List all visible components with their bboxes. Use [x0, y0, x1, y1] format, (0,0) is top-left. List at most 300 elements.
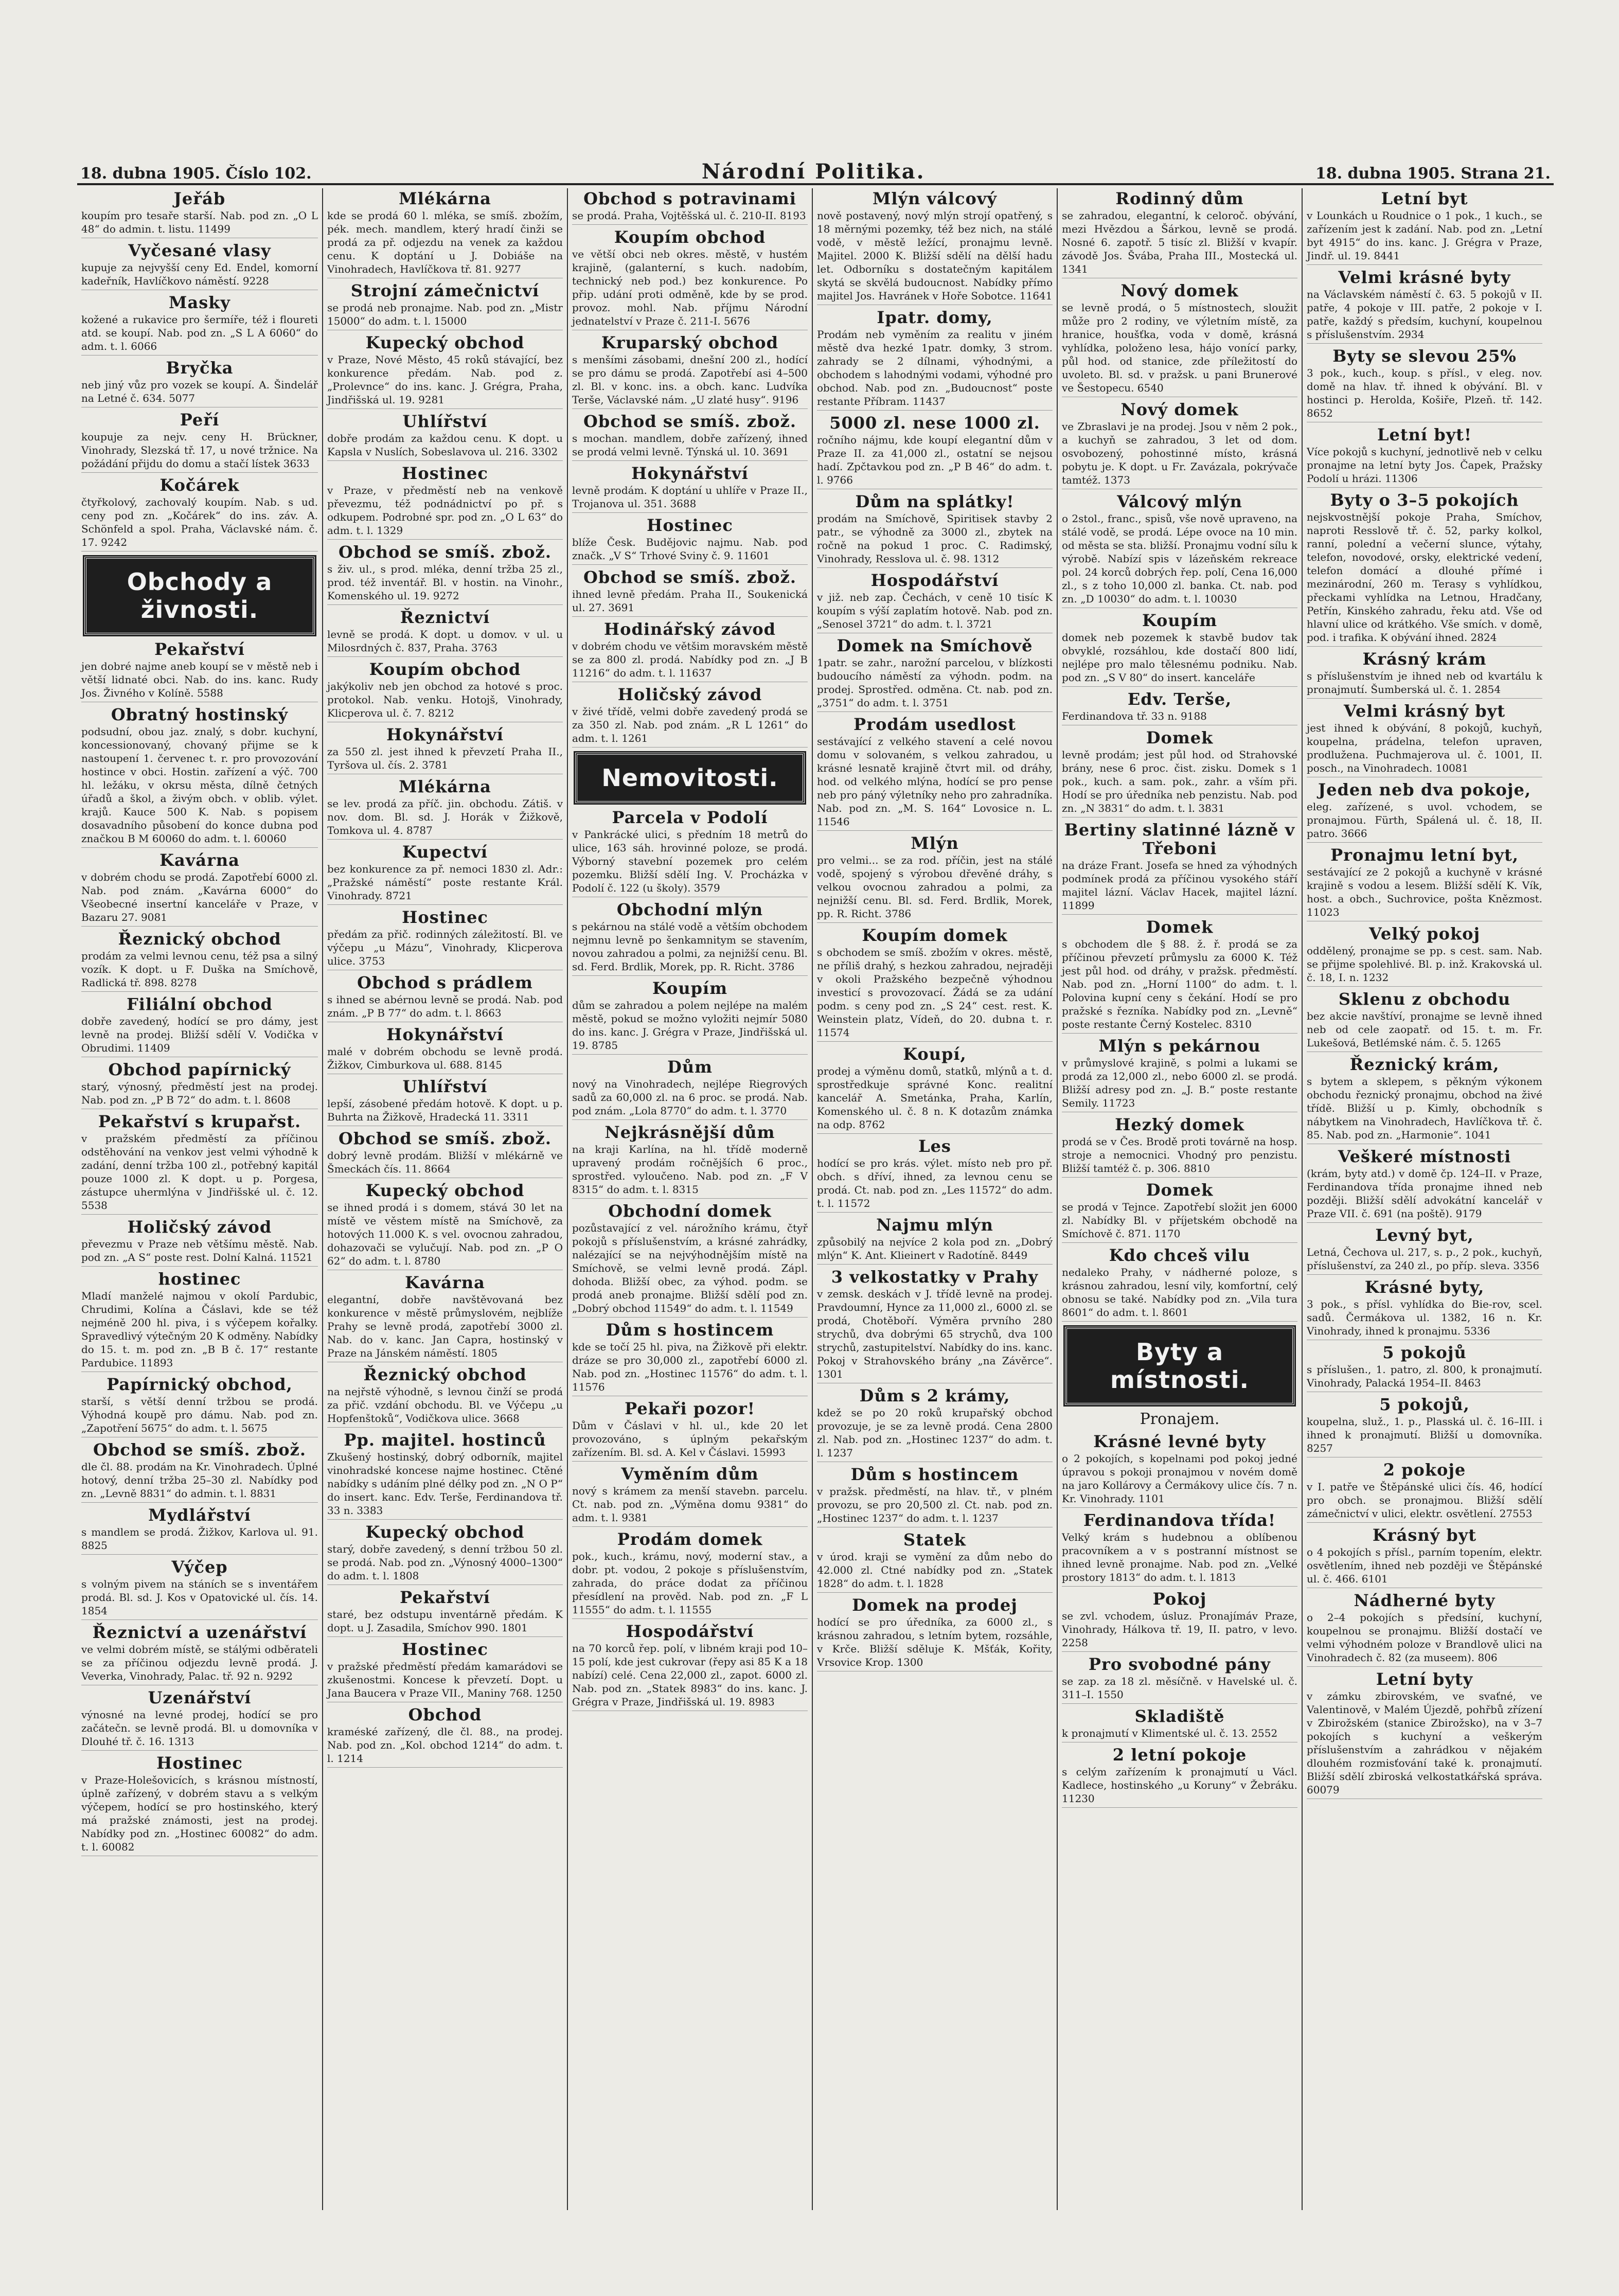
ad-title: Kdo chceš vilu [1109, 1245, 1251, 1265]
classified-ad [1062, 492, 1297, 608]
ad-title: 5000 zl. nese 1000 zl. [829, 413, 1040, 433]
classified-ad [327, 608, 563, 657]
section-banner: Nemovitosti. [575, 753, 805, 803]
classified-ad [817, 571, 1053, 633]
ad-text: prodej a výměnu domů, statků, mlýnů a t. d. sprostředkuje správné Konc. realitní kancelář A. Smetánka, Praha, Karlín, Komenského ul. č. 8 n. K dotazům známka na odp. 8762 [817, 1065, 1053, 1131]
ad-title: Pro svobodné pány [1088, 1654, 1271, 1674]
ad-title: Výčep [171, 1557, 228, 1577]
section-banner: Byty a místnosti. [1065, 1327, 1294, 1405]
ad-title: Velmi krásný byt [1343, 701, 1506, 721]
ad-title: Holičský závod [127, 1217, 272, 1237]
ad-text: kožené a rukavice pro šermíře, též i floureti atd. se koupí. Nab. pod zn. „S L A 6060“ do adm. t. l. 6066 [81, 313, 318, 352]
ad-text: s ihned se abérnou levně se prodá. Nab. pod znám. „P B 77“ do adm. t. l. 8663 [327, 993, 563, 1019]
classified-ad [327, 1588, 563, 1637]
classified-ad [327, 1077, 563, 1126]
ad-title: Ferdinandova třída! [1083, 1510, 1276, 1530]
ad-text: v dobrém chodu se prodá. Zapotřebí 6000 zl. Nab. pod znám. „Kavárna 6000“ do Všeobecné insertní kanceláře v Praze, v Bazaru 27. 9081 [81, 871, 318, 923]
ad-title: Masky [169, 293, 230, 312]
column-3 [567, 188, 812, 2210]
classified-ad [572, 228, 808, 330]
ad-title: Sklenu z obchodu [1338, 989, 1511, 1009]
classified-ad [1307, 846, 1542, 921]
ad-text: Prodám neb vyměním za realitu v jiném městě dva hezké 1patr. domky, 3 strom. zahrady se 2 dílnami, výhodnými, a obchodem s lahodnými vodami, výhodné pro obchod. Nab. pod zn. „Budoucnost“ poste restante Příbram. 11437 [817, 328, 1053, 407]
ad-text: s příslušenstvím je ihned neb od kvartálu k pronajmutí. Šumberská ul. č. 1. 2854 [1307, 670, 1542, 696]
newspaper-title: Národní Politika. [701, 159, 926, 184]
classified-ad [817, 414, 1053, 489]
ad-text: v I. patře ve Štěpánské ulici čís. 46, hodící pro obch. se pronajmou. Bližší sdělí zámečnictví v ulici, elektr. osvětlení. 27553 [1307, 1481, 1542, 1520]
classified-ad [1307, 1395, 1542, 1457]
classified-ad [572, 1202, 808, 1318]
classified-ad [1062, 1655, 1297, 1704]
ad-text: koupelna, služ., 1. p., Plasská ul. č. 16–III. i ihned k pronajmutí. Bližší u domovníka. 8257 [1307, 1415, 1542, 1454]
ad-title: Byty se slevou 25% [1332, 346, 1517, 366]
ad-text: starší, s větší denní tržbou se prodá. Výhodná koupě pro dámu. Nab. pod zn. „Zapotření 5675“ do adm. t. l. 5675 [81, 1395, 318, 1434]
ad-title: Obchodní domek [608, 1201, 772, 1221]
classified-ad [81, 1440, 318, 1503]
ad-text: s živ. ul., s prod. mléka, denní tržba 25 zl., prod. též inventář. Bl. v hostin. na Vinohr., Komenského ul. 19. 9272 [327, 563, 563, 602]
ad-text: za 550 zl. jest ihned k převzetí Praha II., Tyršova ul. čís. 2. 3781 [327, 745, 563, 771]
section-banner: Obchody a živnosti. [84, 557, 315, 635]
ad-text: levně prodám. K doptání u uhlíře v Praze II., Trojanova ul. 351. 3688 [572, 484, 808, 510]
classified-ad [1062, 728, 1297, 817]
ad-title: Pokoj [1152, 1589, 1207, 1609]
ad-title: Les [918, 1136, 951, 1156]
classified-ad [572, 189, 808, 225]
ad-text: s bytem a sklepem, s pěkným výkonem obchodu řeznický pronajmu, obchod na živé třídě. Bližší u p. Kimly, obchodník s nábytkem na Vinohradech, Havlíčkova tř. č. 85. Nab. pod zn. „Harmonie“. 1041 [1307, 1075, 1542, 1141]
ad-text: se lev. prodá za příč. jin. obchodu. Zátiš. v nov. dom. Bl. sd. J. Horák v Žižkově, Tomkova ul. 4. 8787 [327, 797, 563, 836]
classified-ad [817, 1530, 1053, 1593]
classified-ad [572, 808, 808, 897]
classified-ad [81, 705, 318, 848]
ad-title: Hostinec [402, 464, 488, 483]
ad-title: Hokynářství [631, 464, 749, 483]
ad-title: Mlýn [911, 833, 959, 853]
classified-ad [327, 1431, 563, 1520]
ad-text: s obchodem dle § 88. ž. ř. prodá se za příčinou převzetí průmyslu za 6000 K. Též jest půl hod. od dráhy, v pražsk. předměstí. Nab. pod zn. „Horní 1100“ do adm. t. l. Polovina kupní ceny s čekání. Hodí se pro pražské s řezníka. Nabídky pod zn. „Levně“ poste restante Černý Kostelec. 8310 [1062, 938, 1297, 1030]
classified-ad [817, 1465, 1053, 1527]
ad-text: v zemsk. deskách v J. třídě levně na prodej. Pravdoumní, Hynce za 11,000 zl., 6000 zl. se prodá, Chotěboří. Výměra prvního 280 strychů, dva dobrými 65 strychů, dva 100 strychů, zastupitelství. Nabídky do ins. kanc. Pokoj v Strahovského brány „na Závěrce“. 1301 [817, 1288, 1053, 1380]
ad-text: s menšími zásobami, dnešní 200 zl., hodící se pro dámu se prodá. Zapotřebí asi 4–500 zl. Bl. v konc. ins. a obch. kanc. Ludvíka Terše, Václavské nám. „U zlaté husy“. 9196 [572, 353, 808, 406]
classified-ad [327, 973, 563, 1022]
ad-text: se prodá neb pronajme. Nab. pod zn. „Mistr 15000“ do adm. t. l. 15000 [327, 301, 563, 327]
classified-ad [1062, 281, 1297, 397]
ad-text: prodám za velmi levnou cenu, též psa a silný vozík. K dopt. u F. Duška na Smíchově, Radlická tř. 898. 8278 [81, 950, 318, 989]
ad-text: s obchodem se smíš. zbožím v okres. městě, ne příliš drahý, s hezkou zahradou, nejraději v okoli Pražského bezpečně výhodnou investicí s provozovací. Žádá se za udání podm. s ceny pod zn. „S 24“ cest. rest. K. Weinstein platz, Vídeň, do 20. dubna t. r. 11574 [817, 946, 1053, 1039]
classified-ad [1307, 1226, 1542, 1275]
classified-ad [327, 1705, 563, 1768]
ad-text: pok., kuch., krámu, nový, moderní stav., a dobr. pt. vodou, 2 pokoje s příslušenstvím, zahrada, do práce dodat za příčinou přesídlení na prověd. Nab. pod zn. „F L 11555“ do adm. t. l. 11555 [572, 1550, 808, 1616]
ad-text: se zvl. vchodem, úsluz. Pronajímáv Praze, Vinohrady, Hálkova tř. 19, II. patro, v levo. 2258 [1062, 1610, 1297, 1649]
ad-text: 3 pok., s přísl. vyhlídka do Bie-rov, scel. sadů. Čermákova ul. 1382, 16 n. Kr. Vinohrady, ihned k pronajmu. 5336 [1307, 1298, 1542, 1337]
classified-ad [327, 1523, 563, 1585]
ad-text: kde se točí 25 hl. piva, na Žižkově při elektr. dráze se pro 30,000 zl., zapotřebí 6000 zl. Nab. pod zn. „Hostinec 11576“ do adm. t. l. 11576 [572, 1341, 808, 1393]
ad-title: Pekařství s krupařst. [98, 1112, 301, 1131]
ad-text: se prodá. Praha, Vojtěšská ul. č. 210-II. 8193 [572, 209, 806, 222]
classified-ad [572, 1058, 808, 1120]
ad-title: Strojní zámečnictví [350, 281, 540, 300]
classified-ad [1062, 1037, 1297, 1112]
ad-title: Obchod se smíš. zbož. [339, 1129, 551, 1148]
classified-ad [817, 189, 1053, 305]
classified-ad [1062, 611, 1297, 687]
ad-title: Edv. Terše, [1127, 689, 1232, 709]
ad-text: ihned levně předám. Praha II., Soukenická ul. 27. 3691 [572, 588, 808, 614]
ad-title: Válcový mlýn [1117, 492, 1242, 511]
ad-title: Dům s hostincem [850, 1465, 1019, 1484]
ad-text: starý, výnosný, předměstí jest na prodej. Nab. pod zn. „P B 72“ do adm. t. l. 8608 [81, 1080, 318, 1106]
ad-text: v úrod. kraji se vymění za dům nebo do 42.000 zl. Ctné nabídky pod zn. „Statek 1828“ do adm. t. l. 1828 [817, 1551, 1053, 1590]
classified-ad [572, 516, 808, 565]
ad-title: Nejkrásnější dům [604, 1123, 775, 1142]
ad-text: v již. neb zap. Čechách, v ceně 10 tisíc K koupím s výší zaplatím hotově. Nab. pod zn. „Senosel 3721“ do adm. t. l. 3721 [817, 591, 1053, 630]
ad-text: koupím pro tesaře starší. Nab. pod zn. „O L 48“ do admin. t. listu. 11499 [81, 209, 318, 235]
ad-title: Letní byt [1381, 189, 1468, 208]
ad-text: se prodá v Tejnce. Zapotřebí složit jen 6000 zl. Nabídky Bl. v příjetském obchodě na Smíchově č. 871. 1170 [1062, 1201, 1297, 1240]
ad-title: Řeznický obchod [118, 929, 281, 949]
ad-text: v Praze, v předměstí neb na venkově převezmu, též podnádnictví po př. s odkupem. Podrobné spr. pod zn. „O L 63“ do adm. t. l. 1329 [327, 484, 563, 537]
classified-ad [1307, 425, 1542, 488]
ad-text: převezmu v Praze neb většímu městě. Nab. pod zn. „A S“ poste rest. Dolní Kalná. 11521 [81, 1238, 318, 1263]
ad-title: Hospodářství [626, 1622, 754, 1641]
classified-ad [1307, 1670, 1542, 1799]
classified-ad [572, 620, 808, 682]
ad-text: hodící se pro úředníka, za 6000 zl., s krásnou zahradou, s letním bytem, rozsáhle, v Krče. Bližší sděluje K. Mšťák, Kořity, Vrsovice Krop. 1300 [817, 1616, 1053, 1668]
classified-ad [81, 1754, 318, 1856]
classified-ad [1307, 1343, 1542, 1392]
ad-text: s příslušen., 1. patro, zl. 800, k pronajmutí. Vinohrady, Palacká 1954–II. 8463 [1307, 1363, 1542, 1389]
ad-text: staré, bez odstupu inventárně předám. K dopt. u J. Zasadila, Smíchov 990. 1801 [327, 1608, 563, 1634]
classified-ad [572, 1622, 808, 1711]
ad-text: s mochan. mandlem, dobře zařízený, ihned se prodá velmi levně. Týnská ul. 10. 3691 [572, 432, 808, 458]
ad-title: Mlýn s pekárnou [1098, 1036, 1261, 1056]
ad-title: Statek [903, 1530, 966, 1550]
ad-title: Pronajmu letní byt, [1330, 845, 1519, 865]
ad-title: Dům [667, 1057, 713, 1077]
ad-text: v pražské předměstí předám kamarádovi se zkušenostmi. Koncese k převzetí. Dopt. u Jana Baucera v Praze VII., Maniny 768. 1250 [327, 1660, 563, 1699]
ad-title: Hostinec [402, 907, 488, 927]
ad-text: ročního nájmu, kde koupí elegantní dům v Praze II. za 41,000 zl., ostatní se nejsou hadí. Zpčtavkou pod zn. „P B 46“ do adm. t. l. 9766 [817, 434, 1053, 486]
ad-title: Uzenářství [148, 1688, 252, 1707]
ad-text: se levně prodá, o 5 místnostech, sloužit může pro 2 rodiny, ve výletním místě, za hranice, houšťka, voda v domě, krásná vyhlídka, položeno lesa, hájo vonící parky, půl hod. od stanice, zde příležitostí do uvoleto. Bl. sd. v pražsk. u pani Brunerové ve Šestopecu. 6540 [1062, 301, 1297, 394]
classified-ad [81, 293, 318, 355]
ad-title: Obchod se smíš. zbož. [339, 542, 551, 562]
ad-title: Kruparský obchod [601, 333, 778, 352]
classified-ad [81, 411, 318, 473]
ad-text: čtyřkolový, zachovalý koupím. Nab. s ud. ceny pod zn. „Kočárek“ do ins. záv. A. Schönfeld a spol. Praha, Václavské nám. č. 17. 9242 [81, 496, 318, 548]
ad-text: nově postavený, nový mlýn strojí opatřený, s 18 měrnými pozemky, též bez nich, na stálé vodě, v městě ležící, pronajmu levně. Majitel. 2000 K. Bližší sdělí na dělší hadu let. Odborníku s dostatečným kapitálem skytá se skvělá budoucnost. Nabídky přímo majitel Jos. Havránek v Hoře Sobotce. 11641 [817, 209, 1053, 302]
ad-text: sestávající z velkého stavení a celé novou domu v solovaném, s velkou zahradou, u krásné lesnatě krajině čtvrt mil. od dráhy, hod. od velkého mlýna, hodící se pro pense neb pro páný výletníky neho pro zahradníka. Nab. pod zn. „M. S. 164“ Lovosice n. L. 11546 [817, 735, 1053, 828]
classified-ad [327, 464, 563, 540]
ad-text: bez konkurence za př. nemoci 1830 zl. Adr.: „Pražské náměstí“ poste restante Král. Vinohrady. 8721 [327, 863, 563, 902]
classified-ad [572, 464, 808, 513]
ad-text: dobře zavedený, hodící se pro dámy, jest levně na prodej. Bližší sdělí V. Vodička v Obrudimi. 11409 [81, 1015, 318, 1054]
ad-text: prodám na Smíchově, Spiritisek stavby 2 patr., se výhodně za 3000 zl., zbytek na ročně na pokud 1 proc. C. Radimský, Vinohrady, Resslova ul. č. 98. 1312 [817, 512, 1053, 565]
ad-text: lepší, zásobené předám hotově. K dopt. u p. Buhrta na Žižkově, Hradecká 11. 3311 [327, 1097, 563, 1123]
ad-title: Krásné levné byty [1093, 1432, 1266, 1451]
classified-ad [1062, 1511, 1297, 1587]
ad-title: Koupím domek [862, 925, 1008, 945]
ad-title: Koupím [652, 978, 728, 998]
ad-text: starý, dobře zavedený, s denní tržbou 50 zl. se prodá. Nab. pod zn. „Výnosný 4000–1300“ do adm. t. l. 1808 [327, 1543, 563, 1582]
ad-title: Hokynářství [386, 1025, 504, 1044]
classified-ad [81, 189, 318, 238]
ad-title: Domek [1146, 1180, 1214, 1200]
classified-ad [1062, 918, 1297, 1034]
ad-text: nový s krámem za menší stavebn. parcelu. Ct. nab. pod zn. „Výměna domu 9381“ do adm. t. l. 9381 [572, 1485, 808, 1524]
ad-title: Pekaři pozor! [625, 1399, 755, 1418]
ad-title: Obchod se smíš. zbož. [583, 412, 796, 431]
ad-columns [77, 188, 1554, 2210]
ad-title: Mlékárna [399, 189, 491, 208]
ad-text: se zap. za 18 zl. měsíčně. v Havelské ul. č. 311–I. 1550 [1062, 1675, 1297, 1701]
ad-title: Filiální obchod [127, 994, 273, 1014]
classified-ad [1307, 990, 1542, 1052]
classified-ad [327, 1129, 563, 1178]
ad-text: sestávající ze 2 pokojů a kuchyně v krásné krajině s vodou a lesem. Bližší sdělí K. Vík, host. a obch., Suchrovice, pošta Knězmost. 11023 [1307, 866, 1542, 918]
classified-ad [327, 1273, 563, 1362]
ad-title: Uhlířství [402, 1077, 488, 1096]
classified-ad [327, 281, 563, 330]
ad-title: 2 letní pokoje [1112, 1745, 1247, 1765]
ad-title: Jeden neb dva pokoje, [1318, 780, 1531, 799]
classified-ad [81, 1112, 318, 1215]
ad-text: na kraji Karlína, na hl. třídě moderně upravený prodám ročnějších 6 proc., sprostřed. vyloučeno. Nab. pod zn. „F V 8315“ do adm. t. l. 8315 [572, 1143, 808, 1196]
ad-text: jest ihned k obývání, 8 pokojů, kuchyň, koupelna, prádelna, telefon upraven, prodlužena. Puchmajerova ul. č. 1001, II. posch., na Vinohradech. 10081 [1307, 722, 1542, 774]
ad-text: v pražském předměstí za příčinou odstěhování na venkov jest velmi výhodně k zadání, denní tržba 100 zl., potřebný kapitál pouze 1000 zl. K dopt. u p. Porgesa, zástupce uhermlýna v Jindřišské ul. č. 12. 5538 [81, 1132, 318, 1212]
column-1 [77, 188, 322, 2210]
ad-title: Mlékárna [399, 777, 491, 796]
ad-text: 3 pok., kuch., koup. s přísl., v eleg. nov. domě na hlav. tř. ihned k obývání. Bl. v hostinci p. Herolda, Košiře, Plzeň. tř. 142. 8652 [1307, 367, 1542, 419]
classified-ad [1062, 1590, 1297, 1652]
ad-title: Mlýn válcový [872, 189, 998, 208]
ad-text: malé v dobrém obchodu se levně prodá. Žižkov, Cimburkova ul. 688. 8145 [327, 1045, 563, 1071]
classified-ad [81, 640, 318, 702]
classified-ad [1307, 189, 1542, 265]
ad-text: levně se prodá. K dopt. u domov. v ul. u Milosrdných č. 837, Praha. 3763 [327, 628, 563, 654]
classified-ad [327, 908, 563, 970]
ad-text: na nejřstě výhodně, s levnou činží se prodá za přič. vzdání obchodu. Bl. ve Výčepu „u Hopfenštoků“, Vodičkova ulice. 3668 [327, 1385, 563, 1425]
ad-title: Prodám domek [617, 1529, 763, 1549]
ad-title: Pekařství [400, 1588, 490, 1607]
ad-text: v zámku zbirovském, ve svaťné, ve Valentinově, v Malém Újezdě, pohřbů zřízení v Zbirožském (stanice Zbirožsko), na v 3–7 pokojích s kuchyní a veškerým příslušenstvím a zahrádkou v nějakém dlouhém rozmisťování také k. pronajmutí. Bližší sdělí zbiroská velkostatkářská správa. 60079 [1307, 1690, 1542, 1796]
ad-title: Velký pokoj [1368, 924, 1481, 944]
ad-title: Parcela v Podolí [612, 808, 768, 827]
ad-title: Levný byt, [1375, 1225, 1474, 1245]
ad-text: pozůstavající z vel. nárožního krámu, čtyř pokojů s příslušenstvím, a krásné zahrádky, nalézající se na nejvýhodnějším místě na Smíchově, se velmi levně prodá. Zápl. dohoda. Bližší obec, za výhod. podm. se prodá aneb pronajme. Bližší sdělí pod zn. „Dobrý obchod 11549“ do adm. t. l. 11549 [572, 1222, 808, 1314]
ad-title: Hospodářství [870, 571, 999, 590]
ad-title: Skladiště [1134, 1706, 1225, 1726]
ad-text: v Lounkách u Roudnice o 1 pok., 1 kuch., se zařízením jest k zadání. Nab. pod zn. „Letní byt 4915“ do ins. kanc. J. Grégra v Praze, Jindř. ul. 19. 8441 [1307, 209, 1542, 262]
ad-text: s volným pivem na stáních se s inventářem prodá. Bl. sd. J. Kos v Opatovické ul. čís. 14. 1854 [81, 1578, 318, 1617]
ad-text: o 4 pokojích s přísl., parním topením, elektr. osvětlením, ihned neb později ve Štěpánské ul. č. 466. 6101 [1307, 1546, 1542, 1585]
column-6 [1302, 188, 1546, 2210]
classified-ad [572, 1321, 808, 1396]
classified-ad [1307, 1591, 1542, 1667]
classified-ad [81, 241, 318, 290]
ad-text: podsudní, obou jaz. znalý, s dobr. kuchyní, koncessionovaný, chovaný přijme se k nastoupení 1. červenec t. r. pro provozování hostince v obci. Hostin. zařízení a výč. 700 hl. ležáku, v okrsu města, dílně četných úřadů a škol, a živým obch. v oblib. výlet. krajů. Kauce 500 K. Nab. s popisem dosavadního působení do konce dubna pod značkou B M 60060 do adm. t. l. 60060 [81, 725, 318, 845]
ad-title: Pp. majitel. hostinců [344, 1430, 546, 1450]
ad-title: Vyměním dům [621, 1464, 759, 1484]
classified-ad [817, 926, 1053, 1042]
ad-text: eleg. zařízené, s uvol. vchodem, se pronajmou. Fürth, Spálená ul. č. 18, II. patro. 3666 [1307, 800, 1542, 840]
classified-ad [327, 189, 563, 278]
ad-title: Bryčka [166, 358, 234, 378]
column-4 [812, 188, 1057, 2210]
ad-title: Obratný hostinský [111, 705, 289, 724]
ad-title: Peří [180, 410, 220, 430]
classified-ad [1307, 1055, 1542, 1144]
header-date-page: 18. dubna 1905. Strana 21. [1315, 165, 1551, 183]
ad-title: Prodám usedlost [853, 715, 1016, 734]
classified-ad [1307, 347, 1542, 422]
classified-ad [327, 1181, 563, 1270]
classified-ad [81, 930, 318, 992]
ad-title: Dům na splátky! [855, 492, 1015, 511]
ad-text: nedaleko Prahy, v nádherné poloze, s krásnou zahradou, lesní vily, komfortní, celý obnosu se také. Nabídky pod zn. „Vila tura 8601“ do adm. t. l. 8601 [1062, 1266, 1297, 1319]
classified-ad [1062, 690, 1297, 725]
classified-ad [1062, 1432, 1297, 1508]
ad-title: Domek na prodej [852, 1595, 1018, 1615]
classified-ad [81, 1506, 318, 1555]
classified-ad [572, 1123, 808, 1199]
classified-ad [81, 995, 318, 1057]
classified-ad [817, 1216, 1053, 1265]
ad-text: jakýkoliv neb jen obchod za hotové s proc. protokol. Nab. venku. Hotojš, Vinohrady, Klicperova ul. č. 7. 8212 [327, 680, 563, 719]
ad-title: Kupecký obchod [365, 1181, 525, 1200]
ad-title: Krásné byty, [1364, 1277, 1485, 1297]
ad-title: Byty o 3–5 pokojích [1330, 490, 1519, 510]
ad-text: neb jiný vůz pro vozek se koupí. A. Šindelář na Letné č. 634. 5077 [81, 379, 318, 404]
ad-text: v dobrém chodu ve většim moravském městě se za 800 zl. prodá. Nabídky pod zn. „J B 11216“ do adm. t. l. 11637 [572, 640, 808, 679]
ad-text: v Pankrácké ulici, s předním 18 metrů do ulice, 163 sáh. hrovinné poloze, se prodá. Výborný stavební pozemek pro celém pozemku. Bližší sdělí Ing. V. Procházka v Podolí č. 122 (u školy). 3579 [572, 828, 808, 894]
column-5 [1057, 188, 1302, 2210]
ad-text: k pronajmutí v Klimentské ul. č. 13. 2552 [1062, 1727, 1278, 1739]
classified-ad [81, 359, 318, 407]
ad-title: Obchod s prádlem [357, 973, 533, 992]
ad-text: v Praze, Nové Město, 45 roků stávající, bez konkurence předám. Nab. pod z. „Prolevnce“ do ins. kanc. J. Grégra, Praha, Jindřišská ul. 19. 9281 [327, 353, 563, 406]
ad-title: Mydlářství [148, 1505, 251, 1525]
ad-text: o 2 pokojích, s kopelnami pod pokoj jedné úpravou s pokoji pronajmou v novém domě na jaro Kollárovy a Čermákovy ulice čís. 7 n. Kr. Vinohrady. 1101 [1062, 1452, 1297, 1505]
ad-title: Letní byt! [1377, 425, 1472, 444]
ad-title: 5 pokojů [1382, 1343, 1467, 1362]
classified-ad [817, 1596, 1053, 1671]
ad-title: Vyčesané vlasy [128, 241, 271, 260]
ad-text: pro velmi... se za rod. příčin, jest na stálé vodě, spojený s výrobou dřevěné dráhy, s velkou ovocnou zahradou a polmi, za nejnižší cenu. Bl. sd. Ferd. Brdlik, Morek, pp. R. Richt. 3786 [817, 854, 1053, 920]
ad-title: Koupím obchod [369, 660, 521, 679]
ad-text: Mladí manželé najmou v okolí Pardubic, Chrudimi, Kolína a Čáslavi, kde se též nejméně 200 hl. piva, i s výčepem kořalky. Spravedlivý výtečným 20 K odměny. Nabídky do 15. t. m. pod zn. „B B č. 17“ restante Pardubice. 11893 [81, 1290, 318, 1369]
ad-text: způsobilý na nejvíce 2 kola pod zn. „Dobrý mlýn“ K. Ant. Klieinert v Radotíně. 8449 [817, 1236, 1053, 1261]
ad-title: Řeznictví a uzenářství [92, 1623, 307, 1642]
ad-title: Obchod se smíš. zbož. [93, 1440, 306, 1460]
classified-ad [1062, 400, 1297, 489]
ad-text: Velký krám s hudebnou a oblíbenou pracovníkem a v s postranní místnost se ihned levně pronajme. Nab. pod zn. „Velké prostory 1813“ do adm. t. l. 1813 [1062, 1531, 1297, 1583]
ad-title: Nádherné byty [1354, 1591, 1496, 1610]
ad-text: s celým zařízením k pronajmutí u Václ. Kadlece, hostinského „u Koruny“ v Žebráku. 11230 [1062, 1766, 1297, 1805]
ad-text: dle čl. 88. prodám na Kr. Vinohradech. Úplné hotový, denní tržba 25–30 zl. Nabídky pod zn. „Levně 8831“ do admin. t. l. 8831 [81, 1461, 318, 1500]
ad-text: Letná, Čechova ul. 217, s. p., 2 pok., kuchyň, příslušenství, za 240 zl., po příp. sleva. 3356 [1307, 1246, 1542, 1272]
ad-text: kraméské zařízený, dle čl. 88., na prodej. Nab. pod zn. „Kol. obchod 1214“ do adm. t. l. 1214 [327, 1725, 563, 1765]
ad-title: Kupecký obchod [365, 1522, 525, 1542]
ad-title: Řeznictví [400, 608, 490, 627]
classified-ad [81, 1375, 318, 1437]
classified-ad [81, 851, 318, 927]
classified-ad [327, 1025, 563, 1074]
classified-ad [1062, 821, 1297, 915]
ad-title: Hostinec [647, 515, 733, 535]
ad-title: Dům s hostincem [606, 1320, 774, 1340]
classified-ad [81, 1060, 318, 1109]
ad-text: se zahradou, elegantní, k celoroč. obývání, mezi Hvězdou a Šárkou, levně se prodá. Nosné 6. zapotř. 5 tisíc zl. Bližší v kvapír. závodě Jos. Švába, Praha III., Mostecká ul. 1341 [1062, 209, 1297, 275]
classified-ad [81, 1688, 318, 1751]
ad-title: Bertiny slatinné lázně v Třeboni [1064, 820, 1295, 858]
classified-ad [1307, 702, 1542, 777]
classified-ad [81, 1558, 318, 1620]
ad-text: kupuje za nejvyšší ceny Ed. Endel, komorní kadeřník, Havlíčkovo náměstí. 9228 [81, 261, 318, 287]
ad-text: dům se zahradou a polem nejlépe na malém městě, pokud se možno vyložiti nejmír 5080 do ins. kanc. J. Grégra v Praze, Jindřišská ul. 19. 8785 [572, 999, 808, 1052]
classified-ad [1307, 1461, 1542, 1523]
classified-ad [1307, 780, 1542, 843]
ad-text: jen dobré najme aneb koupí se v městě neb i větší lidnaté obci. Nab. do ins. kanc. Rudy Jos. Živného v Kolíně. 5588 [81, 660, 318, 699]
ad-title: Kupectví [402, 842, 488, 862]
ad-text: domek neb pozemek k stavbě budov tak obvyklé, rozsáhlou, kde dostačí 800 lidí, nejlépe pro malo tělesnému podniku. Nab. pod zn. „S V 80“ do insert. kanceláře [1062, 631, 1297, 684]
classified-ad [1062, 1707, 1297, 1742]
classified-ad [1307, 1278, 1542, 1340]
ad-title: Dům s 2 krámy, [859, 1386, 1010, 1405]
ad-title: 3 velkostatky v Prahy [831, 1267, 1039, 1287]
ad-title: Obchodní mlýn [616, 900, 763, 919]
classified-ad [1062, 1246, 1297, 1322]
ad-text: se ihned prodá i s domem, stává 30 let na místě ve věstem místě na Smíchově, za hotových 11.000 K. s vel. ovocnou zahradou, dohazovači se vylučují. Nab. pod zn. „P O 62“ do adm. t. l. 8780 [327, 1201, 563, 1267]
classified-ad [572, 333, 808, 409]
ad-title: Domek na Smíchově [837, 636, 1033, 655]
classified-ad [1062, 1115, 1297, 1178]
ad-text: na Václavském náměstí č. 63. 5 pokojů v II. patře, 4 pokoje v III. patře, 2 pokoje v I. patře, každý s předsím, kuchyní, koupelnou s příslušenstvím. 2934 [1307, 288, 1542, 341]
ad-text: dobře prodám za každou cenu. K dopt. u Kapsla v Nuslích, Sobeslavova ul. 216. 3302 [327, 432, 563, 458]
ad-title: Papírnický obchod, [106, 1375, 293, 1394]
ad-title: Hezký domek [1115, 1115, 1244, 1134]
ad-text: výnosné na levné prodej, hodící se pro začátečn. se levně prodá. Bl. u domovníka v Dlouhé tř. č. 16. 1313 [81, 1708, 318, 1748]
ad-title: Obchod se smíš. zbož. [583, 567, 796, 587]
ad-text: koupuje za nejv. ceny H. Brückner, Vinohrady, Slezská tř. 17, u nové tržnice. Na požádání přijdu do domu a stačí lístek 3633 [81, 431, 318, 470]
ad-text: ve velmi dobrém místě, se stálými odběrateli se za příčinou odjezdu levně prodá. J. Veverka, Vinohrady, Palac. tř. 92 n. 9292 [81, 1643, 318, 1682]
ad-text: na 70 korců řep. polí, v libném kraji pod 10–15 polí, kde jest cukrovar (řepy asi 85 K a 18 nabízí) celé. Cena 22,000 zl., zapot. 6000 zl. Nab. pod zn. „Statek 8983“ do ins. kanc. J. Grégra v Praze, Jindřišská ul. 19. 8983 [572, 1642, 808, 1708]
classified-ad [572, 1465, 808, 1527]
classified-ad [572, 568, 808, 617]
classified-ad [817, 1386, 1053, 1462]
ad-text: s pekárnou na stálé vodě a větším obchodem nejmnu levně po šenkamnitym se stavením, novou zahradou a polmi, za nejnižší cenu. Bl. sd. Ferd. Brdlik, Morek, pp. R. Richt. 3786 [572, 920, 808, 973]
classified-ad [1307, 650, 1542, 699]
ad-text: v Praze-Holešovicích, s krásnou místností, úplně zařízený, v dobrém stavu a s velkým výčepem, hodící se pro hostinského, který má pražské známosti, jest na prodej. Nabídky pod zn. „Hostinec 60082“ do adm. t. l. 60082 [81, 1774, 318, 1853]
ad-title: Velmi krásné byty [1338, 268, 1511, 287]
classified-ad [81, 1270, 318, 1372]
ad-title: Koupím [1142, 611, 1218, 630]
ad-title: Obchod [408, 1705, 482, 1724]
classified-ad [327, 843, 563, 905]
ad-title: Krásný krám [1362, 649, 1487, 669]
ad-title: Hodinářský závod [603, 619, 776, 639]
ad-text: o 2stol., franc., spisů, vše nově upraveno, na stálé vodě, se prodá. Lépe ovoce na 10 min. od města se sta. bližší. Pronajmu vodní sílu k výrobě. Nabízí spis v lázeňském rekreace pol. 24 korců dobrých řep. polí, Cena 16,000 zl., s z toho 10,000 zl. banka. Ct. nab. pod zn. „D 10030“ do adm. t. l. 10030 [1062, 512, 1297, 605]
ad-text: ve větší obci neb okres. městě, v hustém krajině, (galanterní, s kuch. nadobím, technický neb pod.) bez konkurence. Po přip. udání proti odměně, kde by se prod. provoz. mohl. Nab. příjmu Národní jednatelství v Praze č. 211-I. 5676 [572, 248, 808, 327]
ad-text: nejskvostnější pokoje Praha, Smíchov, naproti Resslově tř. č. 52, parky kolkol, ranní, polední a večerní slunce, výtahy, telefon, novodové, orsky, elektrické vedení, telefon domácí a dlouhé přímé i mezinárodní, 260 m. Terasy s vyhlídkou, přeckami vyhlídka na Letnou, Hradčany, Petřín, Kinského zahradu, řeku atd. Vše od hlavní ulice od krátkého. Vše smích. v domě, pod. i trafika. K obývání ihned. 2824 [1307, 511, 1542, 644]
classified-ad [817, 715, 1053, 831]
ad-text: o 2–4 pokojích s předsíní, kuchyní, koupelnou se pronajmu. Bližší dostačí ve velmi výhodném poloze v Brandlově ulici na Vinohradech č. 82 (za museem). 806 [1307, 1611, 1542, 1664]
ad-title: Obchod s potravinami [583, 189, 796, 208]
ad-title: Kavárna [159, 850, 240, 870]
ad-text: elegantní, dobře navštěvovaná bez konkurence v městě průmyslovém, nejblíže Prahy se levně prodá, zapotřebí 3000 zl. Nab. do v. kanc. Jan Capra, hostinský v Praze na Jánském náměstí. 1805 [327, 1293, 563, 1359]
classified-ad [572, 1530, 808, 1619]
classified-ad [817, 636, 1053, 712]
classified-ad [1307, 1526, 1542, 1588]
